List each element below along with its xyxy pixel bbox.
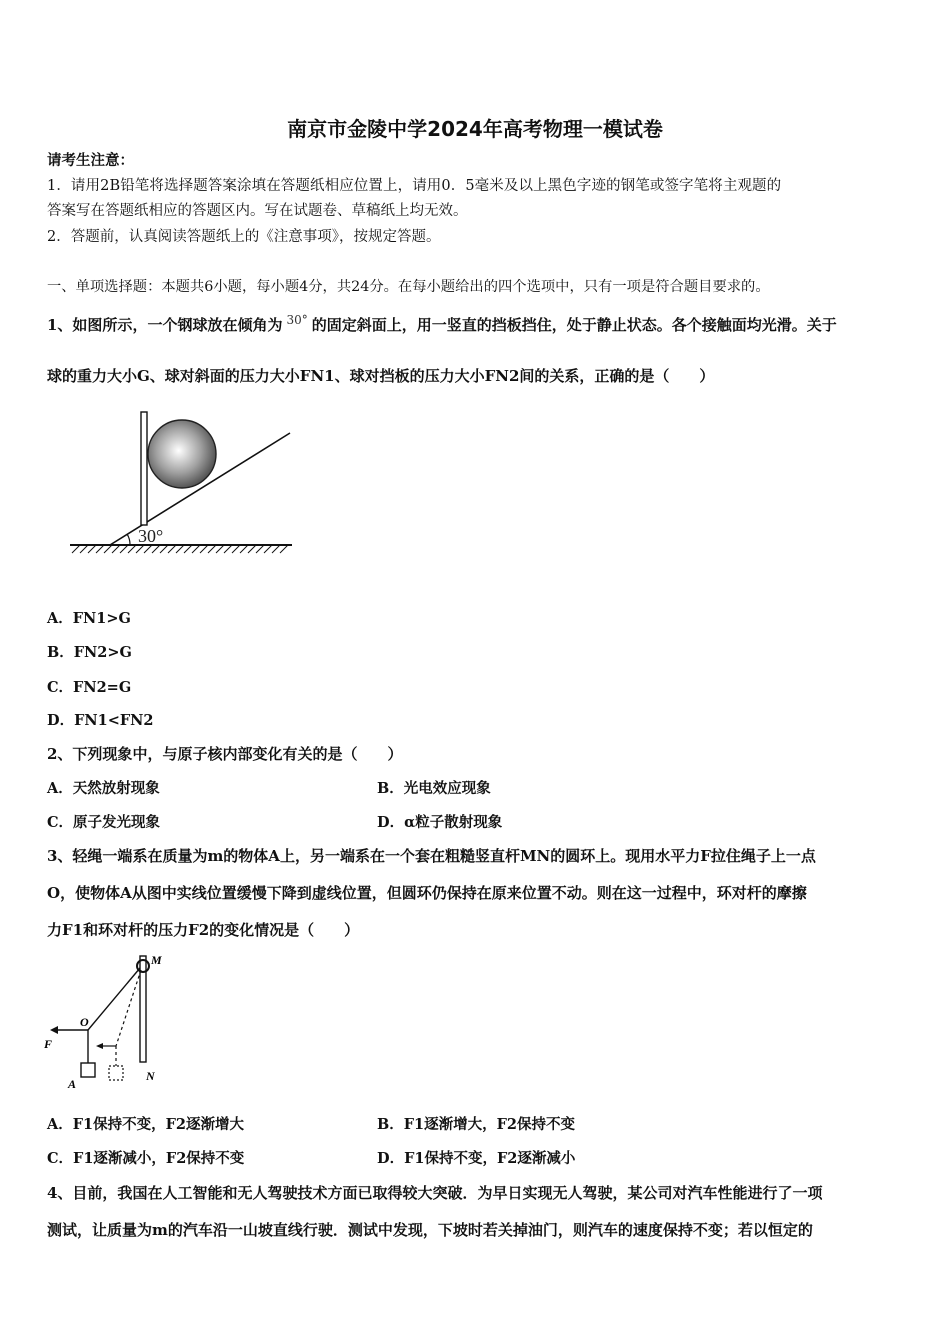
q1-option-d[interactable]: D．FN1<FN2 [47, 712, 154, 729]
ground-hatching [72, 545, 288, 553]
label-n: N [146, 1069, 155, 1083]
q2-option-c[interactable]: C．原子发光现象 [47, 814, 161, 831]
section-heading: 一、单项选择题：本题共6小题，每小题4分，共24分。在每小题给出的四个选项中，只有一项是符合题目要求的。 [47, 279, 770, 295]
q1-figure-incline-ball [60, 405, 300, 565]
q1-stem-line-1 [47, 313, 837, 335]
q1-angle: 30° [286, 313, 308, 327]
q3-option-a[interactable]: A．F1保持不变，F2逐渐增大 [47, 1116, 245, 1133]
q2-stem: 2、下列现象中，与原子核内部变化有关的是（ ） [47, 745, 403, 763]
q1-option-a[interactable]: A．FN1>G [47, 610, 131, 627]
q3-stem-line-3: 力F1和环对杆的压力F2的变化情况是（ ） [47, 921, 360, 939]
q2-option-d[interactable]: D．α粒子散射现象 [377, 814, 503, 831]
label-o: O [80, 1015, 89, 1029]
label-m: M [151, 953, 162, 967]
vertical-board [141, 412, 147, 525]
figure-angle-label: 30° [138, 526, 164, 546]
q1-option-c[interactable]: C．FN2=G [47, 679, 132, 696]
q1-option-b[interactable]: B．FN2>G [47, 644, 132, 661]
q2-option-a[interactable]: A．天然放射现象 [47, 780, 160, 797]
q1-stem-part-a: 1、如图所示，一个钢球放在倾角为 [47, 316, 283, 334]
q2-option-b[interactable]: B．光电效应现象 [377, 780, 491, 797]
q3-option-b[interactable]: B．F1逐渐增大，F2保持不变 [377, 1116, 576, 1133]
q3-stem-line-2: O，使物体A从图中实线位置缓慢下降到虚线位置，但圆环仍保持在原来位置不动。则在这一过程中，环对杆的摩擦 [47, 884, 807, 902]
q4-stem-line-2: 测试，让质量为m的汽车沿一山坡直线行驶．测试中发现，下坡时若关掉油门，则汽车的速度保持不变；若以恒定的 [47, 1221, 813, 1239]
notice-line-1: 1．请用2B铅笔将选择题答案涂填在答题纸相应位置上，请用0．5毫米及以上黑色字迹的钢笔或签字笔将主观题的 [47, 178, 782, 194]
q3-option-c[interactable]: C．F1逐渐减小，F2保持不变 [47, 1150, 245, 1167]
angle-arc [127, 534, 130, 545]
q1-stem-line-2: 球的重力大小G、球对斜面的压力大小FN1、球对挡板的压力大小FN2间的关系，正确的是（ ） [47, 367, 715, 385]
q1-stem-part-b: 的固定斜面上，用一竖直的挡板挡住，处于静止状态。各个接触面均光滑。关于 [311, 316, 837, 334]
q3-figure-rod-ring [40, 950, 180, 1090]
rope-upper [88, 968, 140, 1030]
notice-line-2: 答案写在答题纸相应的答题区内。写在试题卷、草稿纸上均无效。 [47, 203, 468, 219]
notice-line-3: 2．答题前，认真阅读答题纸上的《注意事项》，按规定答题。 [47, 229, 441, 245]
notice-heading: 请考生注意： [47, 152, 134, 169]
q3-stem-line-1: 3、轻绳一端系在质量为m的物体A上，另一端系在一个套在粗糙竖直杆MN的圆环上。现用水平力F拉住绳子上一点 [47, 847, 816, 865]
q4-stem-line-1: 4、目前，我国在人工智能和无人驾驶技术方面已取得较大突破．为早日实现无人驾驶，某公司对汽车性能进行了一项 [47, 1184, 823, 1202]
block-a-dashed [109, 1066, 123, 1080]
block-a-solid [81, 1063, 95, 1077]
force-arrow-head [50, 1026, 58, 1034]
page-title: 南京市金陵中学2024年高考物理一模试卷 [287, 117, 663, 141]
steel-ball [148, 420, 216, 488]
label-a: A [68, 1077, 77, 1090]
q3-option-d[interactable]: D．F1保持不变，F2逐渐减小 [377, 1150, 576, 1167]
label-f: F [44, 1037, 53, 1051]
